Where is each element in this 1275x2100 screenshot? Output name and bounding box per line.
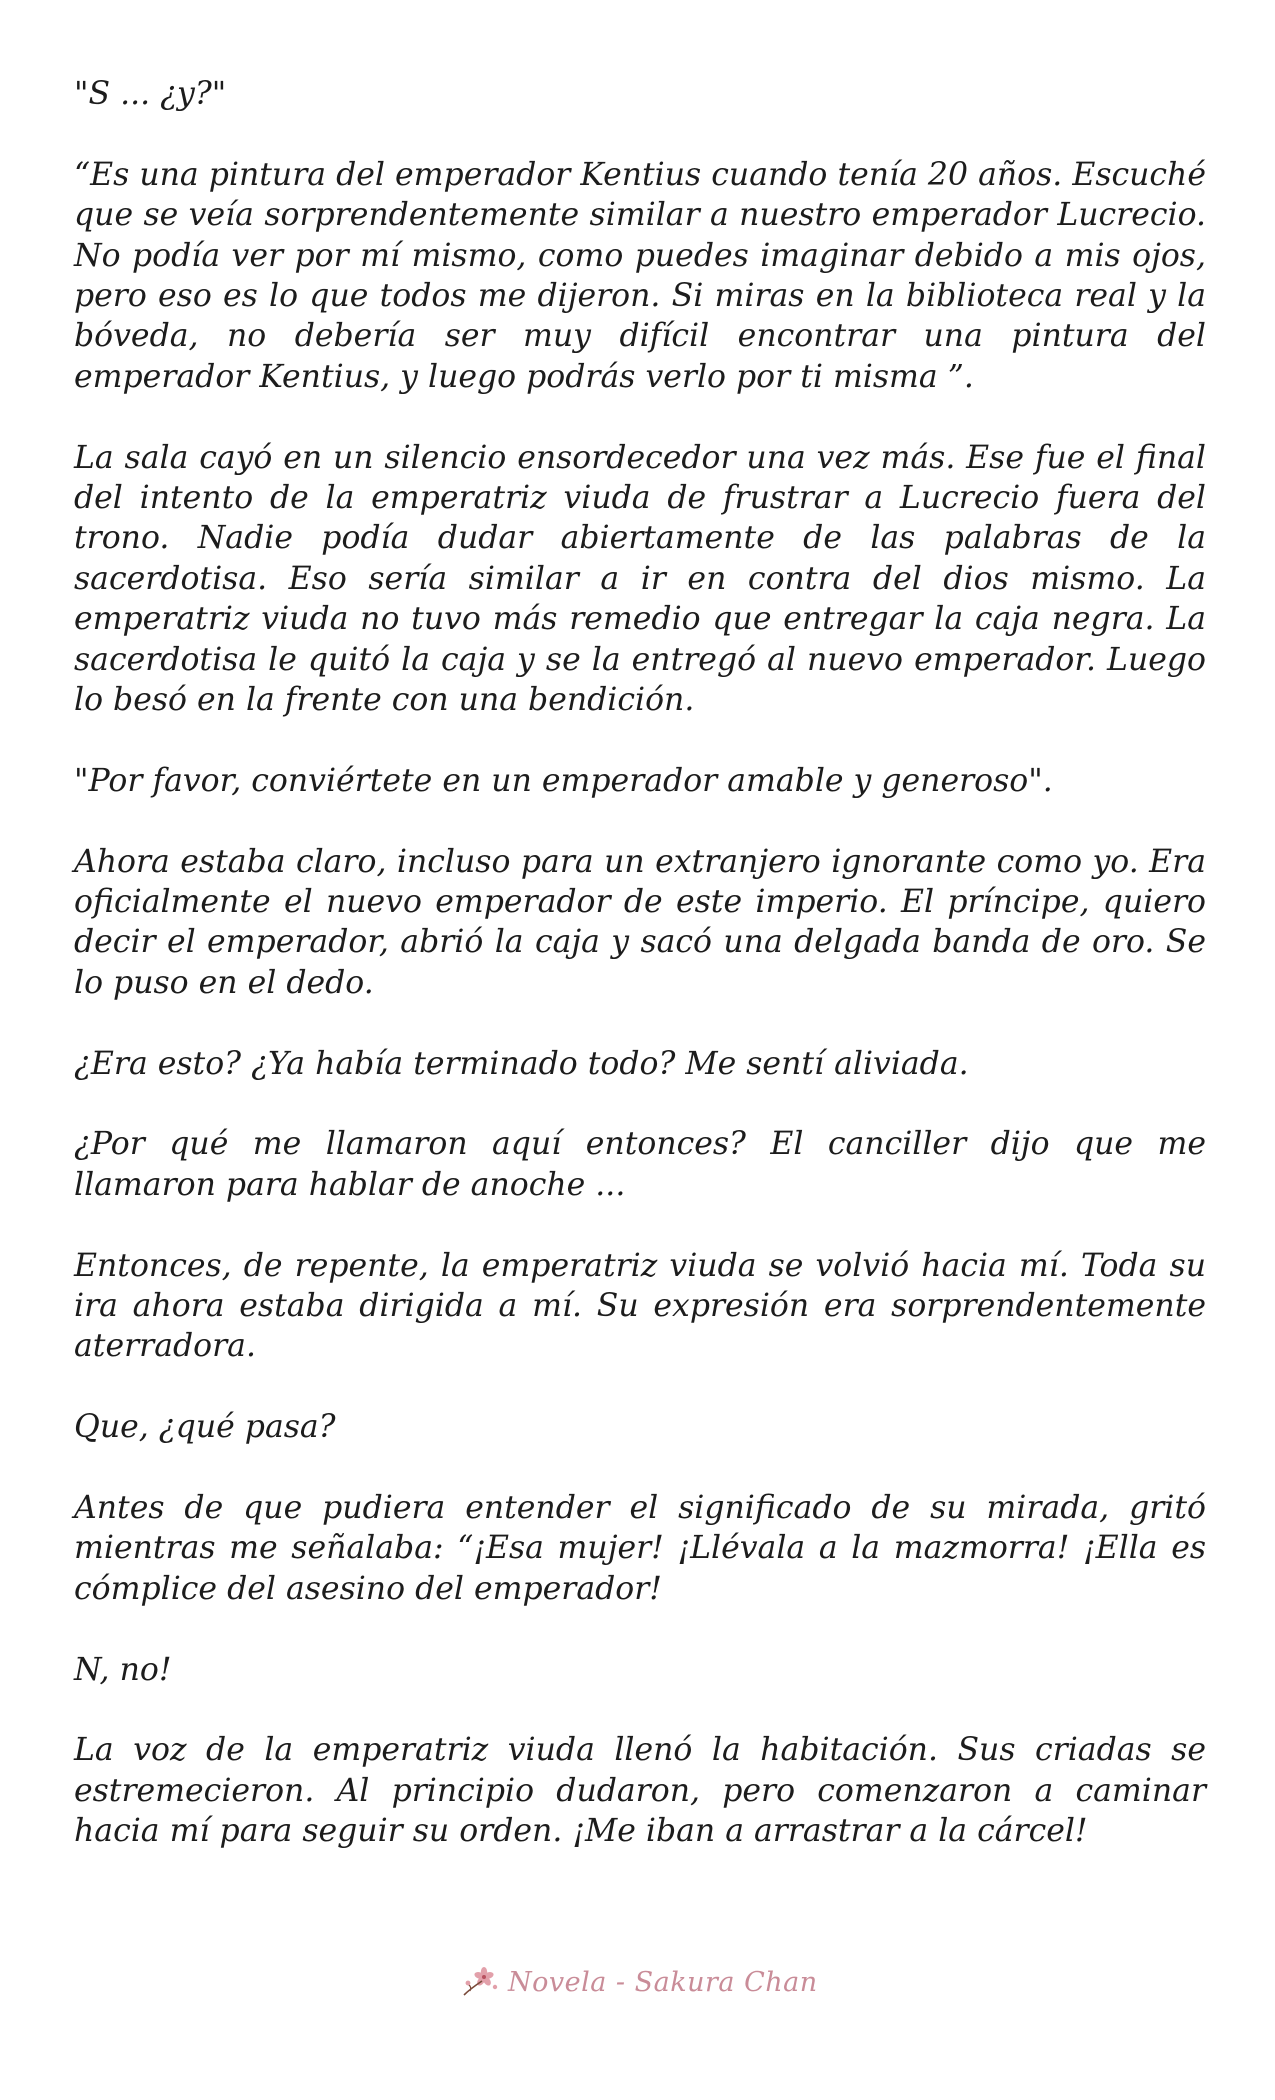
sakura-flower-icon bbox=[460, 1965, 502, 1999]
paragraph: Que, ¿qué pasa? bbox=[74, 1409, 336, 1446]
paragraph: "S ... ¿y?" bbox=[74, 76, 227, 112]
watermark-text: Novela - Sakura Chan bbox=[508, 1966, 818, 1998]
paragraph: La sala cayó en un silencio ensordecedor una vez más. Ese fue el final del intento de la emperatriz viuda de frustrar a Lucrecio fuera del trono. Nadie podía dudar abiertamente de las palabras de la sacerdotisa. Eso sería similar a ir en contra del dios mismo. La emperatriz viuda no tuvo más remedio que entregar la caja negra. La sacerdotisa le quitó la caja y se la entregó al nuevo emperador. Luego lo besó en la frente con una bendición. bbox=[74, 439, 1206, 719]
paragraph: Entonces, de repente, la emperatriz viuda se volvió hacia mí. Toda su ira ahora estaba dirigida a mí. Su expresión era sorprendentemente aterradora. bbox=[74, 1247, 1206, 1365]
paragraph: N, no! bbox=[74, 1651, 172, 1688]
paragraph: La voz de la emperatriz viuda llenó la habitación. Sus criadas se estremecieron. Al principio dudaron, pero comenzaron a caminar hacia mí para seguir su orden. ¡Me iban a arrastrar a la cárcel! bbox=[74, 1732, 1206, 1850]
watermark bbox=[460, 1960, 818, 2004]
paragraph: “Es una pintura del emperador Kentius cuando tenía 20 años. Escuché que se veía sorprendentemente similar a nuestro emperador Lucrecio. No podía ver por mí mismo, como puedes imaginar debido a mis ojos, pero eso es lo que todos me dijeron. Si miras en la biblioteca real y la bóveda, no debería ser muy difícil encontrar una pintura del emperador Kentius, y luego podrás verlo por ti misma ”. bbox=[74, 156, 1206, 395]
paragraph: Antes de que pudiera entender el significado de su mirada, gritó mientras me señalaba: “¡Esa mujer! ¡Llévala a la mazmorra! ¡Ella es cómplice del asesino del emperador! bbox=[74, 1490, 1206, 1607]
paragraph: ¿Era esto? ¿Ya había terminado todo? Me sentí aliviada. bbox=[74, 1045, 969, 1082]
story-text bbox=[74, 74, 1206, 1892]
paragraph: Ahora estaba claro, incluso para un extranjero ignorante como yo. Era oficialmente el nuevo emperador de este imperio. El príncipe, quiero decir el emperador, abrió la caja y sacó una delgada banda de oro. Se lo puso en el dedo. bbox=[74, 843, 1206, 1001]
paragraph: "Por favor, conviértete en un emperador amable y generoso". bbox=[74, 762, 1053, 799]
paragraph: ¿Por qué me llamaron aquí entonces? El canciller dijo que me llamaron para hablar de anoche ... bbox=[74, 1126, 1206, 1203]
